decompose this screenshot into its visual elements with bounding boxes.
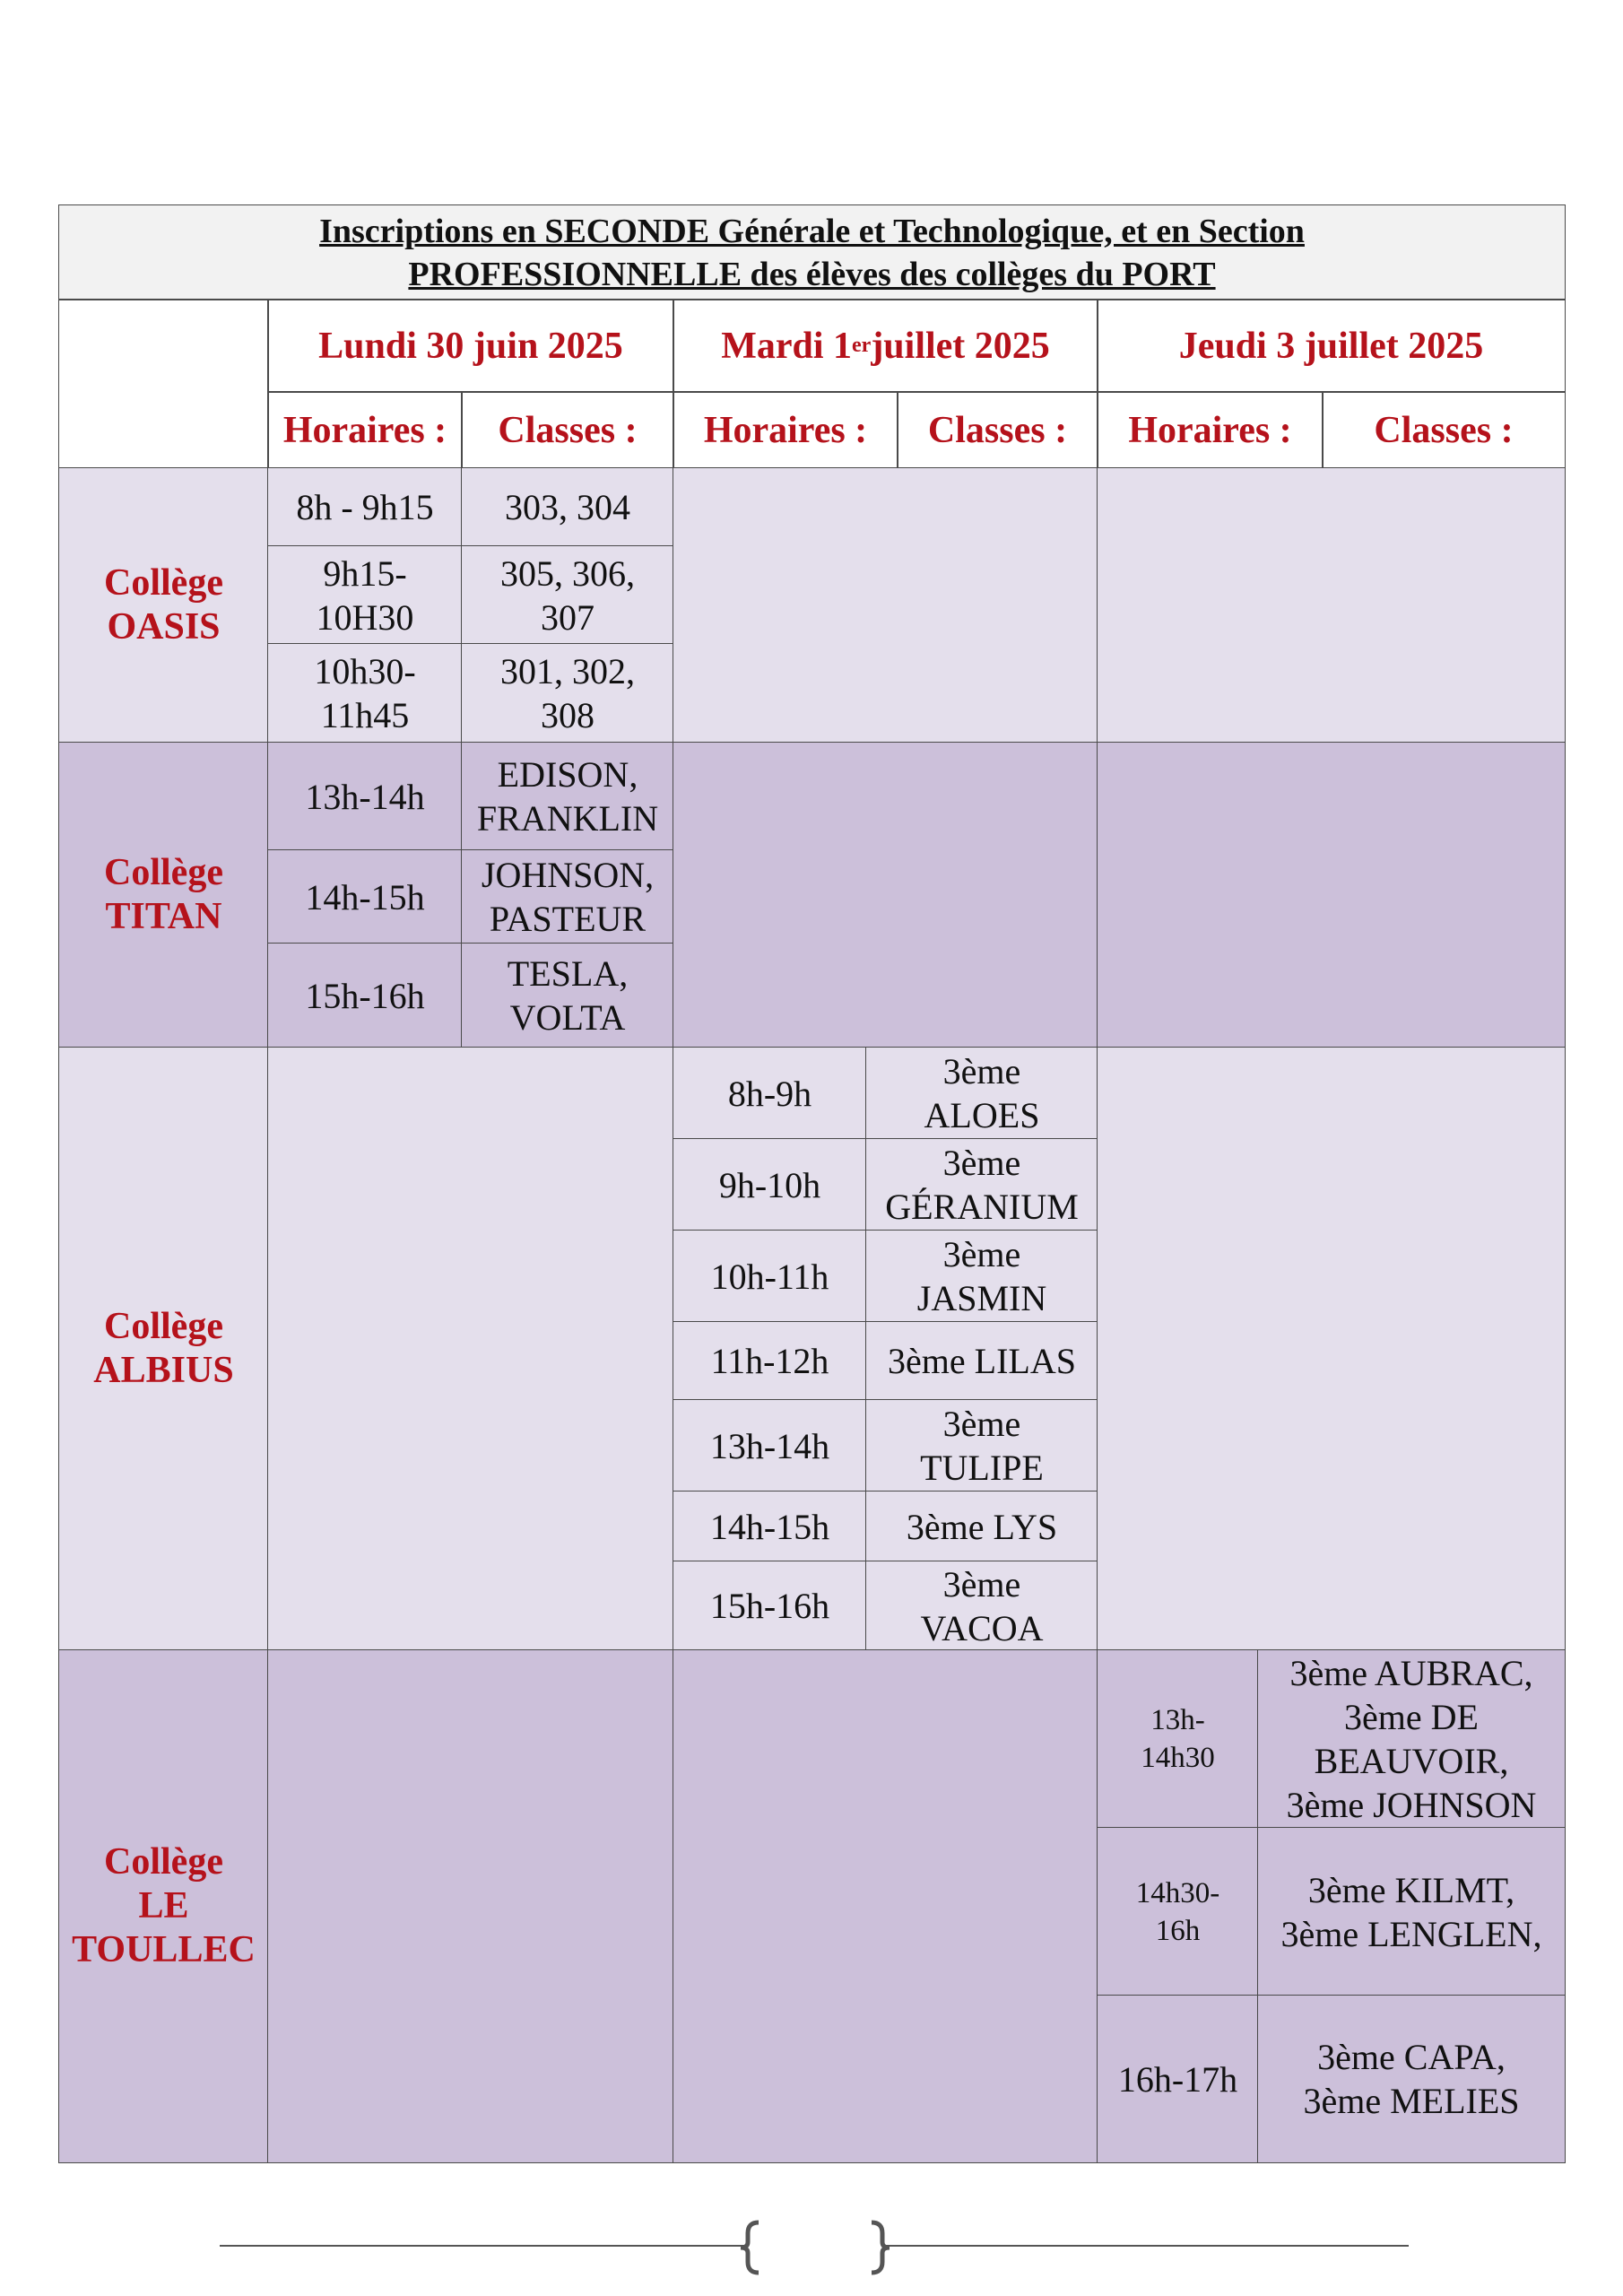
albius-time-1: 8h-9h [673, 1047, 867, 1140]
day-header-lundi: Lundi 30 juin 2025 [267, 299, 674, 393]
footer-right-bracket-icon [866, 2219, 893, 2276]
titan-empty-mardi [673, 742, 1098, 1048]
albius-time-6: 14h-15h [673, 1491, 867, 1562]
albius-classes-7: 3ème VACOA [865, 1561, 1098, 1651]
toullec-classes-2: 3ème KILMT, 3ème LENGLEN, [1257, 1827, 1566, 1996]
oasis-time-2: 9h15- 10H30 [267, 545, 463, 645]
college-titan: Collège TITAN [58, 742, 269, 1048]
day-header-jeudi: Jeudi 3 juillet 2025 [1097, 299, 1566, 393]
albius-time-7: 15h-16h [673, 1561, 867, 1651]
toullec-classes-3: 3ème CAPA, 3ème MELIES [1257, 1995, 1566, 2163]
toullec-empty-lundi [267, 1649, 674, 2163]
subheader-classes-lundi: Classes : [461, 391, 674, 469]
college-le-toullec: Collège LE TOULLEC [58, 1649, 269, 2163]
titan-classes-3: TESLA, VOLTA [461, 943, 674, 1048]
albius-classes-2: 3ème GÉRANIUM [865, 1138, 1098, 1231]
albius-time-2: 9h-10h [673, 1138, 867, 1231]
albius-time-4: 11h-12h [673, 1321, 867, 1401]
titan-empty-jeudi [1097, 742, 1566, 1048]
albius-time-5: 13h-14h [673, 1399, 867, 1492]
subheader-horaires-mardi: Horaires : [673, 391, 898, 469]
toullec-time-1: 13h- 14h30 [1097, 1649, 1259, 1829]
oasis-time-1: 8h - 9h15 [267, 467, 463, 547]
oasis-empty-jeudi [1097, 467, 1566, 744]
toullec-empty-mardi [673, 1649, 1098, 2163]
subheader-classes-mardi: Classes : [897, 391, 1098, 469]
college-oasis: Collège OASIS [58, 467, 269, 744]
toullec-classes-1: 3ème AUBRAC, 3ème DE BEAUVOIR, 3ème JOHNSON [1257, 1649, 1566, 1829]
oasis-classes-3: 301, 302, 308 [461, 643, 674, 744]
titan-classes-2: JOHNSON, PASTEUR [461, 849, 674, 944]
title-line-2: PROFESSIONNELLE des élèves des collèges du PORT [408, 255, 1216, 293]
subheader-horaires-jeudi: Horaires : [1097, 391, 1324, 469]
oasis-classes-2: 305, 306, 307 [461, 545, 674, 645]
oasis-empty-mardi [673, 467, 1098, 744]
titan-time-2: 14h-15h [267, 849, 463, 944]
footer-left-bracket-icon [737, 2219, 764, 2276]
oasis-classes-1: 303, 304 [461, 467, 674, 547]
albius-classes-3: 3ème JASMIN [865, 1230, 1098, 1323]
albius-empty-jeudi [1097, 1047, 1566, 1651]
oasis-time-3: 10h30- 11h45 [267, 643, 463, 744]
albius-classes-5: 3ème TULIPE [865, 1399, 1098, 1492]
subheader-classes-jeudi: Classes : [1322, 391, 1566, 469]
day-header-mardi: Mardi 1 er juillet 2025 [673, 299, 1098, 393]
titan-classes-1: EDISON, FRANKLIN [461, 742, 674, 851]
table-title [58, 204, 1566, 300]
footer-line-right [881, 2245, 1409, 2247]
corner-cell [58, 299, 269, 469]
titan-time-1: 13h-14h [267, 742, 463, 851]
subheader-horaires-lundi: Horaires : [267, 391, 463, 469]
albius-empty-lundi [267, 1047, 674, 1651]
toullec-time-2: 14h30- 16h [1097, 1827, 1259, 1996]
titan-time-3: 15h-16h [267, 943, 463, 1048]
albius-classes-1: 3ème ALOES [865, 1047, 1098, 1140]
title-line-1: Inscriptions en SECONDE Générale et Technologique, et en Section [319, 212, 1305, 250]
college-albius: Collège ALBIUS [58, 1047, 269, 1651]
footer-line-left [220, 2245, 749, 2247]
albius-time-3: 10h-11h [673, 1230, 867, 1323]
toullec-time-3: 16h-17h [1097, 1995, 1259, 2163]
albius-classes-4: 3ème LILAS [865, 1321, 1098, 1401]
albius-classes-6: 3ème LYS [865, 1491, 1098, 1562]
